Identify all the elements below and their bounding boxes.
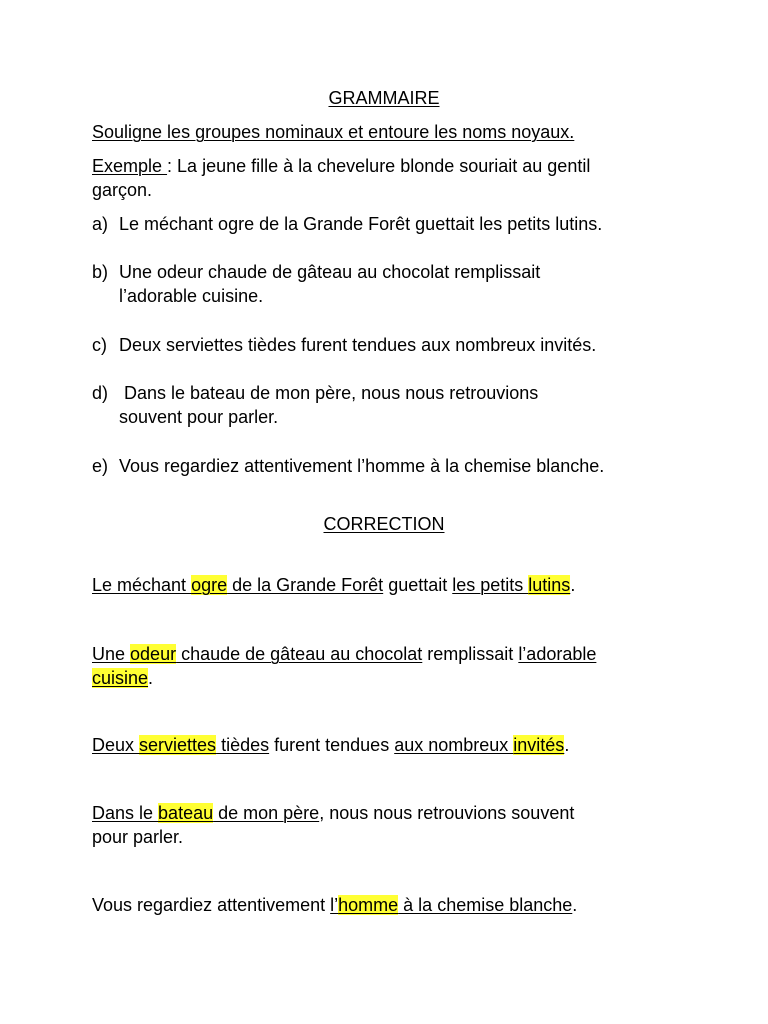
nominal-group: aux nombreux invités: [394, 735, 565, 755]
correction-a: Le méchant ogre de la Grande Forêt guettait les petits lutins.: [92, 575, 576, 595]
correction-title: CORRECTION: [323, 514, 445, 534]
page-title: GRAMMAIRE: [328, 88, 440, 108]
head-noun: homme: [338, 895, 399, 915]
nominal-group: [92, 668, 148, 688]
exercise-e: e) Vous regardiez attentivement l’homme à la chemise blanche.: [92, 456, 605, 476]
exercise-b: b) Une odeur chaude de gâteau au chocolat remplissait l’adorable cuisine.: [92, 262, 541, 306]
nominal-group: Dans le bateau de mon père: [92, 803, 320, 823]
head-noun: invités: [513, 735, 565, 755]
exercise-a: a) Le méchant ogre de la Grande Forêt guettait les petits lutins.: [92, 214, 603, 234]
instruction: Souligne les groupes nominaux et entoure les noms noyaux.: [92, 122, 575, 142]
correction-c: Deux serviettes tièdes furent tendues aux nombreux invités.: [92, 735, 570, 755]
head-noun: ogre: [191, 575, 228, 595]
nominal-group: l’adorable: [518, 644, 597, 664]
correction-b: Une odeur chaude de gâteau au chocolat remplissait l’adorable cuisine.: [92, 644, 597, 688]
exercise-d: d) Dans le bateau de mon père, nous nous retrouvions souvent pour parler.: [92, 383, 539, 427]
head-noun: bateau: [158, 803, 214, 823]
nominal-group: Deux serviettes tièdes: [92, 735, 270, 755]
correction-d: Dans le bateau de mon père, nous nous retrouvions souvent pour parler.: [92, 803, 575, 847]
nominal-group: Une odeur chaude de gâteau au chocolat: [92, 644, 423, 664]
nominal-group: l’homme à la chemise blanche: [330, 895, 573, 915]
exercise-c: c) Deux serviettes tièdes furent tendues aux nombreux invités.: [92, 335, 597, 355]
nominal-group: les petits lutins: [452, 575, 571, 595]
head-noun: serviettes: [139, 735, 217, 755]
example-label: Exemple: [92, 156, 168, 176]
correction-e: Vous regardiez attentivement l’homme à la chemise blanche.: [92, 895, 578, 915]
nominal-group: Le méchant ogre de la Grande Forêt: [92, 575, 384, 595]
example: Exemple : La jeune fille à la chevelure blonde souriait au gentil garçon.: [92, 156, 591, 200]
head-noun: lutins: [528, 575, 571, 595]
head-noun: odeur: [130, 644, 177, 664]
head-noun: cuisine: [92, 668, 149, 688]
